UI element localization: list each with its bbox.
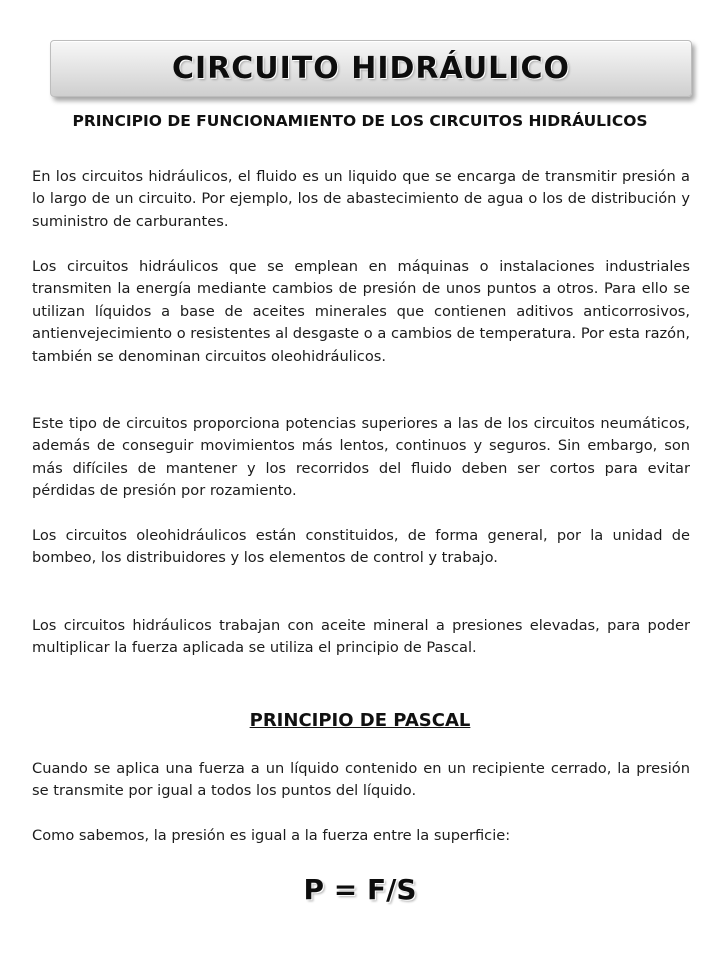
paragraph-industrial: Los circuitos hidráulicos que se emplean en máquinas o instalaciones industriales transmiten la energía mediante cambios de presión de unos puntos a otros. Para ello se utilizan líquidos a base de aceites minerales que contienen aditivos anticorrosivos, antienvejecimiento o resistentes al desgaste o a cambios de temperatura. Por esta razón, también se denominan circuitos oleohidráulicos. xyxy=(32,258,690,365)
paragraph-pressure-definition: Como sabemos, la presión es igual a la fuerza entre la superficie: xyxy=(32,827,511,844)
paragraph-pascal-intro: Los circuitos hidráulicos trabajan con aceite mineral a presiones elevadas, para poder multiplicar la fuerza aplicada se utiliza el principio de Pascal. xyxy=(32,617,690,657)
paragraph-constitucion: Los circuitos oleohidráulicos están constituidos, de forma general, por la unidad de bombeo, los distribuidores y los elementos de control y trabajo. xyxy=(32,527,690,567)
pressure-formula: P = F/S xyxy=(303,873,417,906)
paragraph-pascal-definition: Cuando se aplica una fuerza a un líquido contenido en un recipiente cerrado, la presión se transmite por igual a todos los puntos del líquido. xyxy=(32,760,690,800)
paragraph-intro: En los circuitos hidráulicos, el fluido es un liquido que se encarga de transmitir presión a lo largo de un circuito. Por ejemplo, los de abastecimiento de agua o los de distribución y suministro de carburantes. xyxy=(32,168,690,230)
page-title: CIRCUITO HIDRÁULICO xyxy=(172,51,570,86)
section-heading-funcionamiento: PRINCIPIO DE FUNCIONAMIENTO DE LOS CIRCUITOS HIDRÁULICOS xyxy=(72,112,648,130)
section-heading-pascal: PRINCIPIO DE PASCAL xyxy=(249,710,471,731)
paragraph-potencias: Este tipo de circuitos proporciona potencias superiores a las de los circuitos neumáticos, además de conseguir movimientos más lentos, continuos y seguros. Sin embargo, son más difíciles de mantener y los recorridos del fluido deben ser cortos para evitar pérdidas de presión por rozamiento. xyxy=(32,415,690,500)
title-banner xyxy=(50,40,692,97)
